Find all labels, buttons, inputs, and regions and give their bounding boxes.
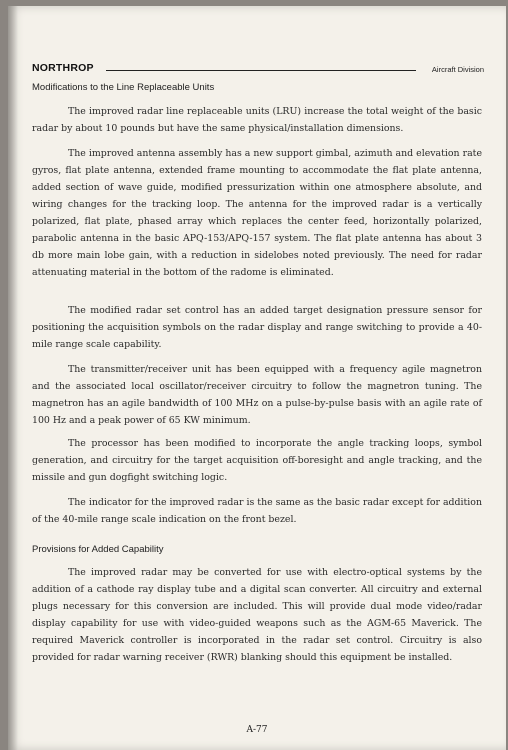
paragraph: The modified radar set control has an added target designation pressure sensor for positioning the acquisition symbols on the radar display and range switching to provide a 40-mile range scale capability.	[32, 305, 482, 350]
page-number: A-77	[246, 725, 268, 735]
section-heading: Modifications to the Line Replaceable Units	[32, 82, 215, 93]
paragraph: The improved radar may be converted for use with electro-optical systems by the addition of a cathode ray display tube and a digital scan converter. All circuitry and external plugs necessary for this conversion are included. This will provide dual mode video/radar display capability for use with video-guided weapons such as the AGM-65 Maverick. The required Maverick controller is incorporated in the radar set control. Circuitry is also provided for radar warning receiver (RWR) blanking should this equipment be installed.	[32, 567, 482, 663]
paragraph: The improved antenna assembly has a new support gimbal, azimuth and elevation rate gyros, flat plate antenna, extended frame mounting to accommodate the flat plate antenna, added section of wave guide, modified pressurization within one atmosphere absolute, and wiring changes for the tracking loop. The antenna for the improved radar is a vertically polarized, flat plate, phased array which replaces the center feed, horizontally polarized, parabolic antenna in the basic APQ-153/APQ-157 system. The flat plate antenna has about 3 db more main lobe gain, with a reduction in sidelobes noted previously. The need for radar attenuating material in the bottom of the radome is eliminated.	[32, 148, 482, 278]
page-spine-shadow	[8, 6, 18, 750]
page-header	[32, 60, 484, 74]
document-page	[8, 6, 506, 750]
company-name: NORTHROP	[32, 62, 94, 74]
paragraph: The processor has been modified to incorporate the angle tracking loops, symbol generation, and circuitry for the target acquisition off-boresight and angle tracking, and the missile and gun dogfight switching logic.	[32, 438, 482, 483]
header-rule	[106, 70, 416, 71]
paragraph: The improved radar line replaceable units (LRU) increase the total weight of the basic radar by about 10 pounds but have the same physical/installation dimensions.	[32, 106, 482, 134]
section-heading: Provisions for Added Capability	[32, 544, 164, 555]
paragraph: The transmitter/receiver unit has been equipped with a frequency agile magnetron and the associated local oscillator/receiver circuitry to follow the magnetron tuning. The magnetron has an agile bandwidth of 100 MHz on a pulse-by-pulse basis with an agile rate of 100 Hz and a peak power of 65 KW minimum.	[32, 364, 482, 426]
division-name: Aircraft Division	[431, 65, 484, 74]
paragraph: The indicator for the improved radar is the same as the basic radar except for addition of the 40-mile range scale indication on the front bezel.	[32, 497, 482, 525]
